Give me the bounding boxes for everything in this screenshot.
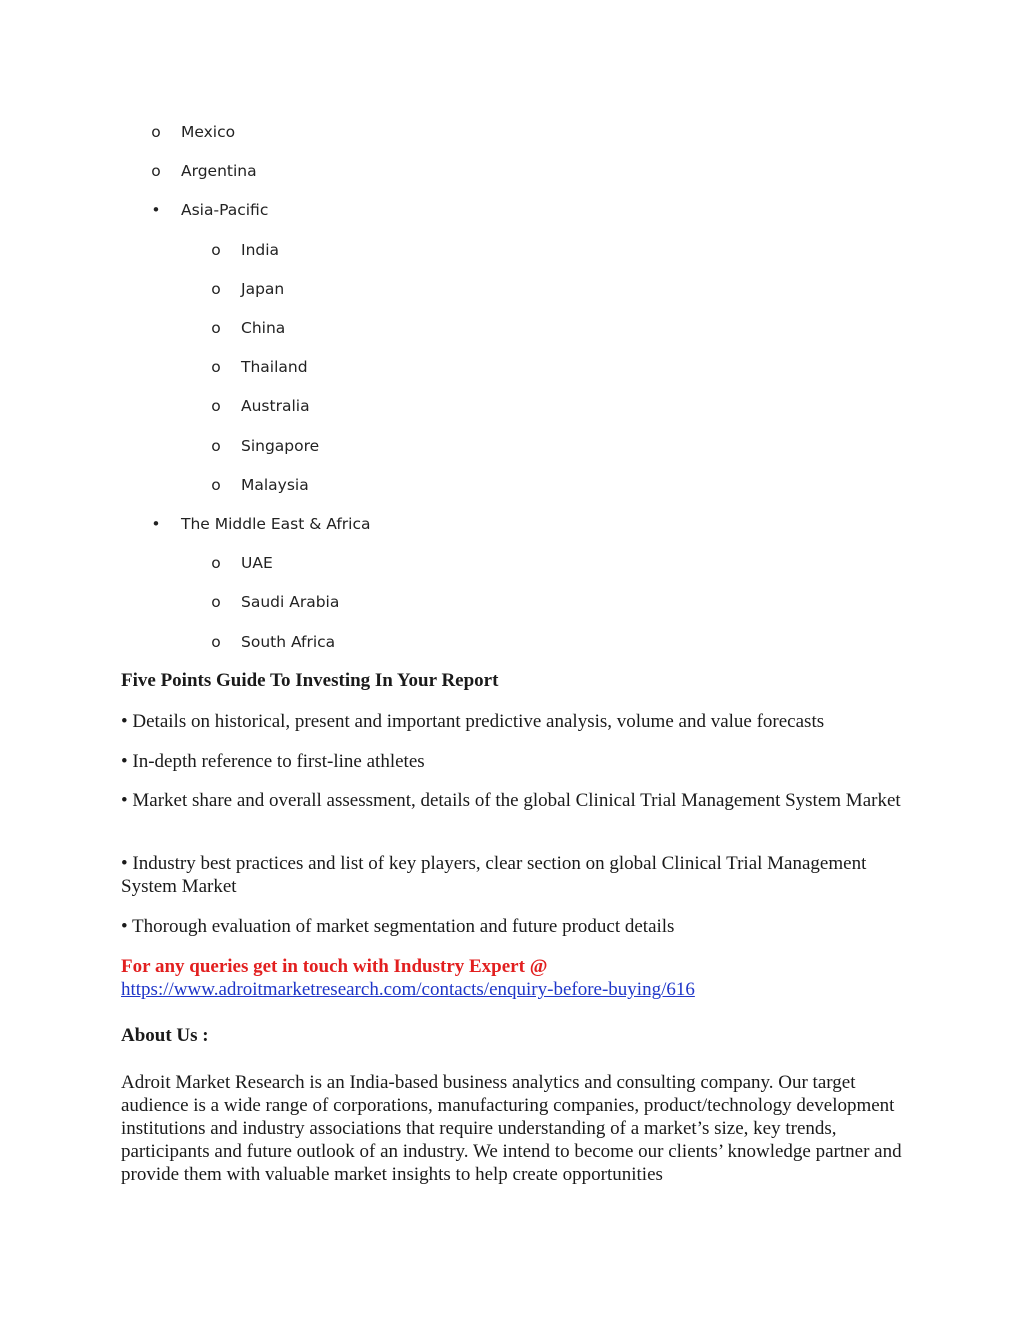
list-marker: o bbox=[151, 123, 161, 141]
list-marker: o bbox=[211, 319, 221, 337]
enquiry-link[interactable]: https://www.adroitmarketresearch.com/contacts/enquiry-before-buying/616 bbox=[121, 979, 695, 1000]
list-marker: o bbox=[211, 397, 221, 415]
list-item-text: China bbox=[241, 319, 286, 337]
guide-heading: Five Points Guide To Investing In Your Report bbox=[121, 670, 499, 691]
list-marker: o bbox=[211, 633, 221, 651]
guide-point: • In-depth reference to first-line athletes bbox=[121, 751, 425, 772]
list-marker: o bbox=[211, 241, 221, 259]
list-marker: o bbox=[151, 162, 161, 180]
list-item-text: Thailand bbox=[241, 358, 308, 376]
list-item-text: Saudi Arabia bbox=[241, 593, 340, 611]
list-marker: o bbox=[211, 476, 221, 494]
list-item-text: Singapore bbox=[241, 437, 320, 455]
list-marker: • bbox=[151, 201, 161, 219]
about-heading: About Us : bbox=[121, 1025, 209, 1046]
list-item-text: The Middle East & Africa bbox=[181, 515, 371, 533]
list-marker: • bbox=[151, 515, 161, 533]
list-marker: o bbox=[211, 593, 221, 611]
about-body: Adroit Market Research is an India-based business analytics and consulting company. Our target audience is a wide range of corporations, manufacturing companies, product/technology development institutions and industry associations that require understanding of a market’s size, key trends, participants and future outlook of an industry. We intend to become our clients’ knowledge partner and provide them with valuable market insights to help create opportunities bbox=[121, 1072, 902, 1185]
list-item-text: Asia-Pacific bbox=[181, 201, 269, 219]
guide-point: • Thorough evaluation of market segmentation and future product details bbox=[121, 916, 675, 937]
list-marker: o bbox=[211, 554, 221, 572]
list-marker: o bbox=[211, 280, 221, 298]
list-marker: o bbox=[211, 437, 221, 455]
list-item-text: Japan bbox=[241, 280, 285, 298]
guide-point: • Industry best practices and list of key players, clear section on global Clinical Trial Management System Market bbox=[121, 853, 867, 897]
contact-block bbox=[121, 955, 695, 1001]
list-item-text: Argentina bbox=[181, 162, 257, 180]
guide-point: • Market share and overall assessment, details of the global Clinical Trial Management System Market bbox=[121, 790, 901, 811]
list-item-text: Malaysia bbox=[241, 476, 309, 494]
list-item-text: India bbox=[241, 241, 280, 259]
list-item-text: Mexico bbox=[181, 123, 236, 141]
contact-prompt: For any queries get in touch with Industry Expert @ bbox=[121, 956, 548, 977]
list-item-text: UAE bbox=[241, 554, 273, 572]
list-item-text: South Africa bbox=[241, 633, 336, 651]
list-item-text: Australia bbox=[241, 397, 310, 415]
guide-point: • Details on historical, present and important predictive analysis, volume and value forecasts bbox=[121, 711, 825, 732]
list-marker: o bbox=[211, 358, 221, 376]
